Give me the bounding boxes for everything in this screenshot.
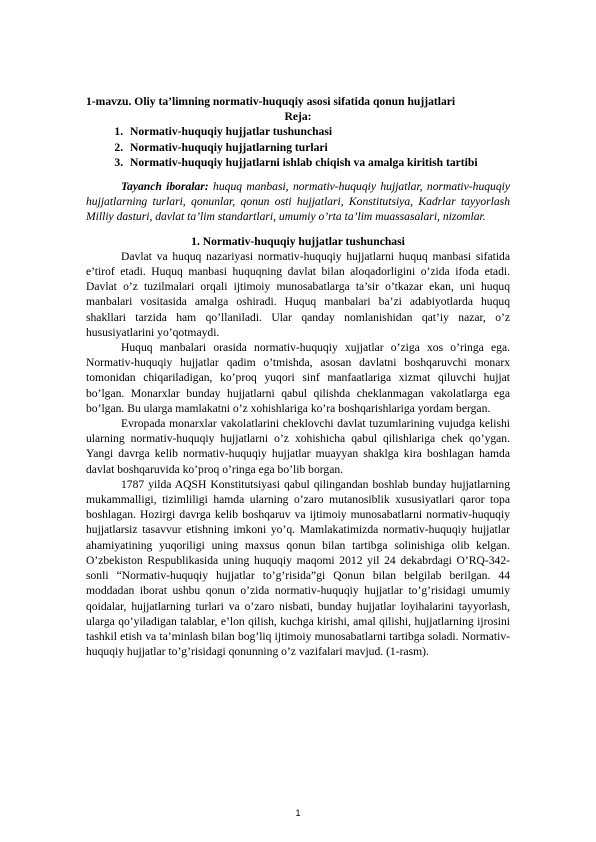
section-title: 1. Normativ-huquqiy hujjatlar tushunchasi <box>191 234 405 248</box>
page-number: 1 <box>295 808 301 818</box>
plan-list <box>86 124 510 170</box>
plan-heading: Reja: <box>284 110 312 124</box>
document-title: 1-mavzu. Oliy ta’limning normativ-huquqiy asosi sifatida qonun hujjatlari <box>86 95 456 108</box>
plan-item: 3. Normativ-huquqiy hujjatlarni ishlab chiqish va amalga kiritish tartibi <box>126 155 510 170</box>
keywords-text: huquq manbasi, normativ-huquqiy hujjatlar, normativ-huquqiy hujjatlarning turlari, qonunlar, qonun osti hujjatlari, Konstitutsiya, Kadrlar tayyorlash Milliy dasturi, davlat ta’lim standartlari, umumiy o’rta ta’lim muassasalari, nizomlar. <box>86 180 511 224</box>
plan-item: 2. Normativ-huquqiy hujjatlarning turlari <box>126 140 510 155</box>
body-paragraph: Evropada monarxlar vakolatlarini cheklovchi davlat tuzumlarining vujudga kelishi ularning normativ-huquqiy hujjatlarni o’z xohishicha qabul qilishlariga chek qo’ygan. Yangi davrga kelib normativ-huquqiy hujjatlar muayyan shaklga kira boshlagan hamda davlat boshqaruvida ko’proq o’ringa ega bo’lib borgan. <box>86 417 510 476</box>
keywords-paragraph <box>86 179 510 225</box>
keywords-label: Tayanch iboralar: <box>121 180 209 194</box>
body-paragraph: Davlat va huquq nazariyasi normativ-huquqiy hujjatlarni huquq manbasi sifatida e’tirof etadi. Huquq manbasi huquqning davlat bilan aloqadorligini o’zida ifoda etadi. Davlat o’z tuzilmalari orqali ijtimoiy munosabatlarga ta’sir o’tkazar ekan, uni huquq manbalari vositasida amalga oshiradi. Huquq manbalari ba’zi adabiyotlarda huquq shakllari tarzida ham qo’llaniladi. Ular qanday nomlanishidan qat’iy nazar, o’z hususiyatlarini yo’qotmaydi. <box>86 249 510 339</box>
plan-item: 1. Normativ-huquqiy hujjatlar tushunchasi <box>126 124 510 139</box>
body-paragraph: 1787 yilda AQSH Konstitutsiyasi qabul qilingandan boshlab bunday hujjatlarning mukammalligi, tizimliligi hamda ularning o’zaro mutanosiblik xususiyatlari qaror topa boshlagan. Hozirgi davrga kelib boshqaruv va ijtimoiy munosabatlarni normativ-huquqiy hujjatlarsiz tasavvur etishning imkoni yo’q. Mamlakatimizda normativ-huquqiy hujjatlar ahamiyatining yuqoriligi uning maxsus qonun bilan tartibga solinishiga olib kelgan. O’zbekiston Respublikasida uning huquqiy maqomi 2012 yil 24 dekabrdagi O’RQ-342-sonli “Normativ-huquqiy hujjatlar to’g’risida”gi Qonun bilan belgilab berilgan. 44 moddadan iborat ushbu qonun o’zida normativ-huquqiy hujjatlar to’g’risidagi umumiy qoidalar, hujjatlarning turlari va o’zaro nisbati, bunday hujjatlar loyihalarini tayyorlash, ularga qo’yiladigan talablar, e’lon qilish, kuchga kirishi, amal qilishi, hujjatlarning ijrosini tashkil etish va ta’minlash bilan bog’liq ijtimoiy munosabatlarni tartibga soladi. Normativ-huquqiy hujjatlar to’g’risidagi qonunning o’z vazifalari mavjud. (1-rasm). <box>86 477 510 659</box>
body-paragraph: Huquq manbalari orasida normativ-huquqiy xujjatlar o’ziga xos o’ringa ega. Normativ-huquqiy hujjatlar qadim o’tmishda, asosan davlatni boshqaruvchi monarx tomonidan chiqariladigan, ko’proq yuqori sinf manfaatlariga xizmat qiluvchi hujjat bo’lgan. Monarxlar bunday hujjatlarni qabul qilishda cheklanmagan vakolatlarga ega bo’lgan. Bu ularga mamlakatni o’z xohishlariga ko’ra boshqarishlariga yordam bergan. <box>86 341 510 415</box>
document-page <box>86 94 510 659</box>
